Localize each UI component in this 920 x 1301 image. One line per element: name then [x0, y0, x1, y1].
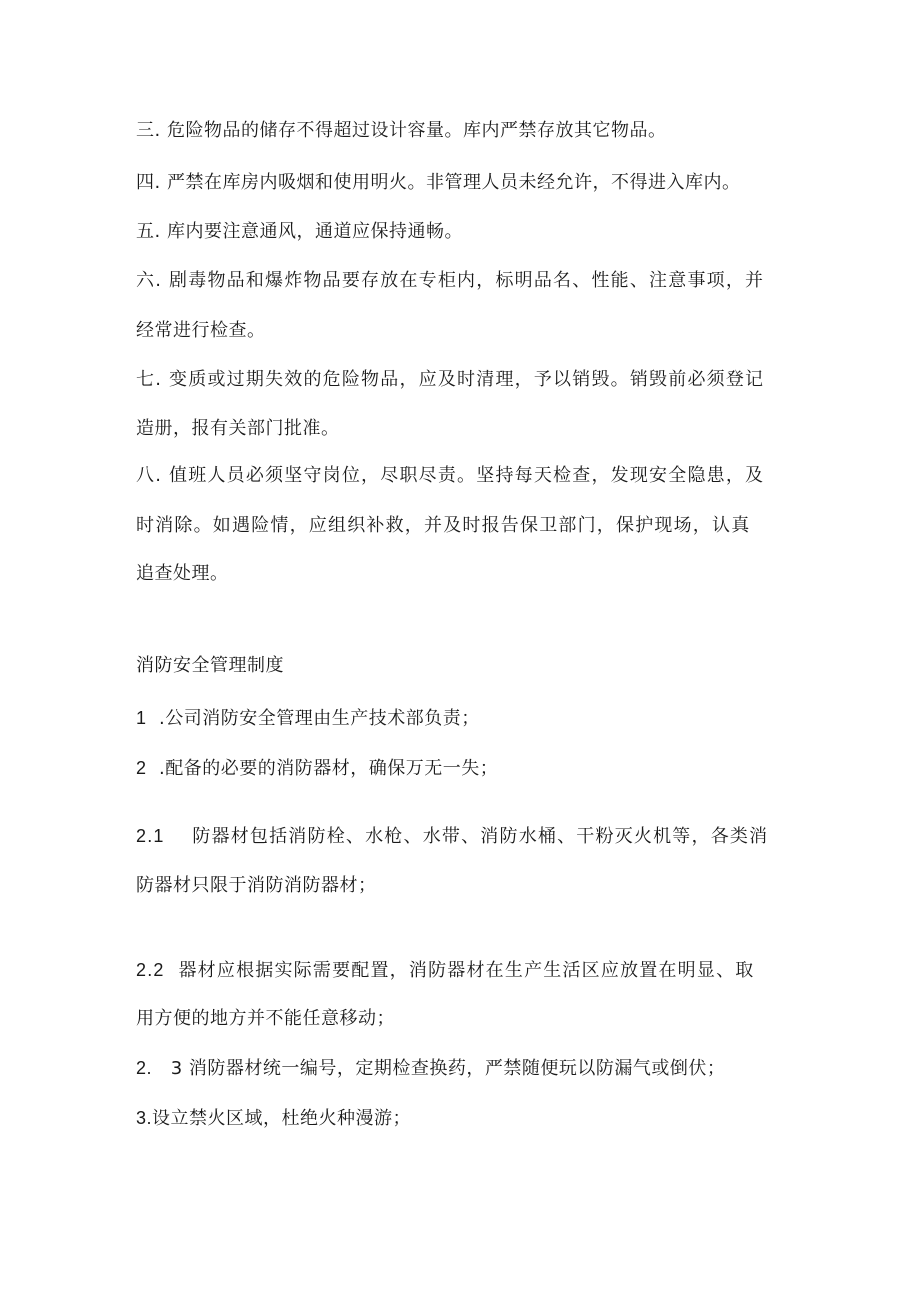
- item-text: 防器材包括消防栓、水枪、水带、消防水桶、干粉灭火机等，各类消: [192, 826, 769, 847]
- item-text: .公司消防安全管理由生产技术部负责；: [158, 708, 480, 729]
- section-title: 消防安全管理制度: [136, 655, 284, 676]
- item-2-2-line-1: [136, 958, 836, 983]
- item-3: [136, 1106, 836, 1131]
- rule-8-line-2: 时消除。如遇险情，应组织补救，并及时报告保卫部门，保护现场，认真: [136, 515, 751, 536]
- item-number: 2.1: [136, 826, 165, 846]
- item-number: 2.2: [136, 960, 165, 980]
- item-2-1-line-2: 防器材只限于消防消防器材；: [136, 875, 377, 896]
- rule-8-line-3: 追查处理。: [136, 563, 229, 584]
- rule-3-line-1: 三. 危险物品的储存不得超过设计容量。库内严禁存放其它物品。: [136, 120, 667, 141]
- item-2-2-line-2: 用方便的地方并不能任意移动；: [136, 1008, 395, 1029]
- item-number: 3.: [136, 1108, 153, 1128]
- rule-8-line-1: 八. 值班人员必须坚守岗位，尽职尽责。坚持每天检查，发现安全隐患，及: [136, 465, 765, 486]
- item-number: 2.: [136, 1058, 153, 1078]
- rule-7-line-1: 七. 变质或过期失效的危险物品，应及时清理，予以销毁。销毁前必须登记: [136, 369, 765, 390]
- rule-4-line-1: 四. 严禁在库房内吸烟和使用明火。非管理人员未经允许，不得进入库内。: [136, 172, 741, 193]
- rule-6-line-1: 六. 剧毒物品和爆炸物品要存放在专柜内，标明品名、性能、注意事项，并: [136, 270, 765, 291]
- item-text: 设立禁火区域，杜绝火种漫游；: [152, 1108, 412, 1129]
- item-text: 3 消防器材统一编号，定期检查换药，严禁随便玩以防漏气或倒伏；: [170, 1058, 726, 1079]
- item-2-3: [136, 1056, 836, 1081]
- rule-7-line-2: 造册，报有关部门批准。: [136, 418, 340, 439]
- rule-6-line-2: 经常进行检查。: [136, 320, 266, 341]
- item-2-1-line-1: [136, 824, 836, 849]
- rule-5-line-1: 五. 库内要注意通风，通道应保持通畅。: [136, 221, 463, 242]
- item-number: 2: [136, 758, 147, 778]
- item-number: 1: [136, 708, 147, 728]
- item-2: [136, 756, 836, 781]
- item-1: [136, 706, 836, 731]
- item-text: .配备的必要的消防器材，确保万无一失；: [158, 758, 499, 779]
- item-text: 器材应根据实际需要配置，消防器材在生产生活区应放置在明显、取: [178, 960, 755, 981]
